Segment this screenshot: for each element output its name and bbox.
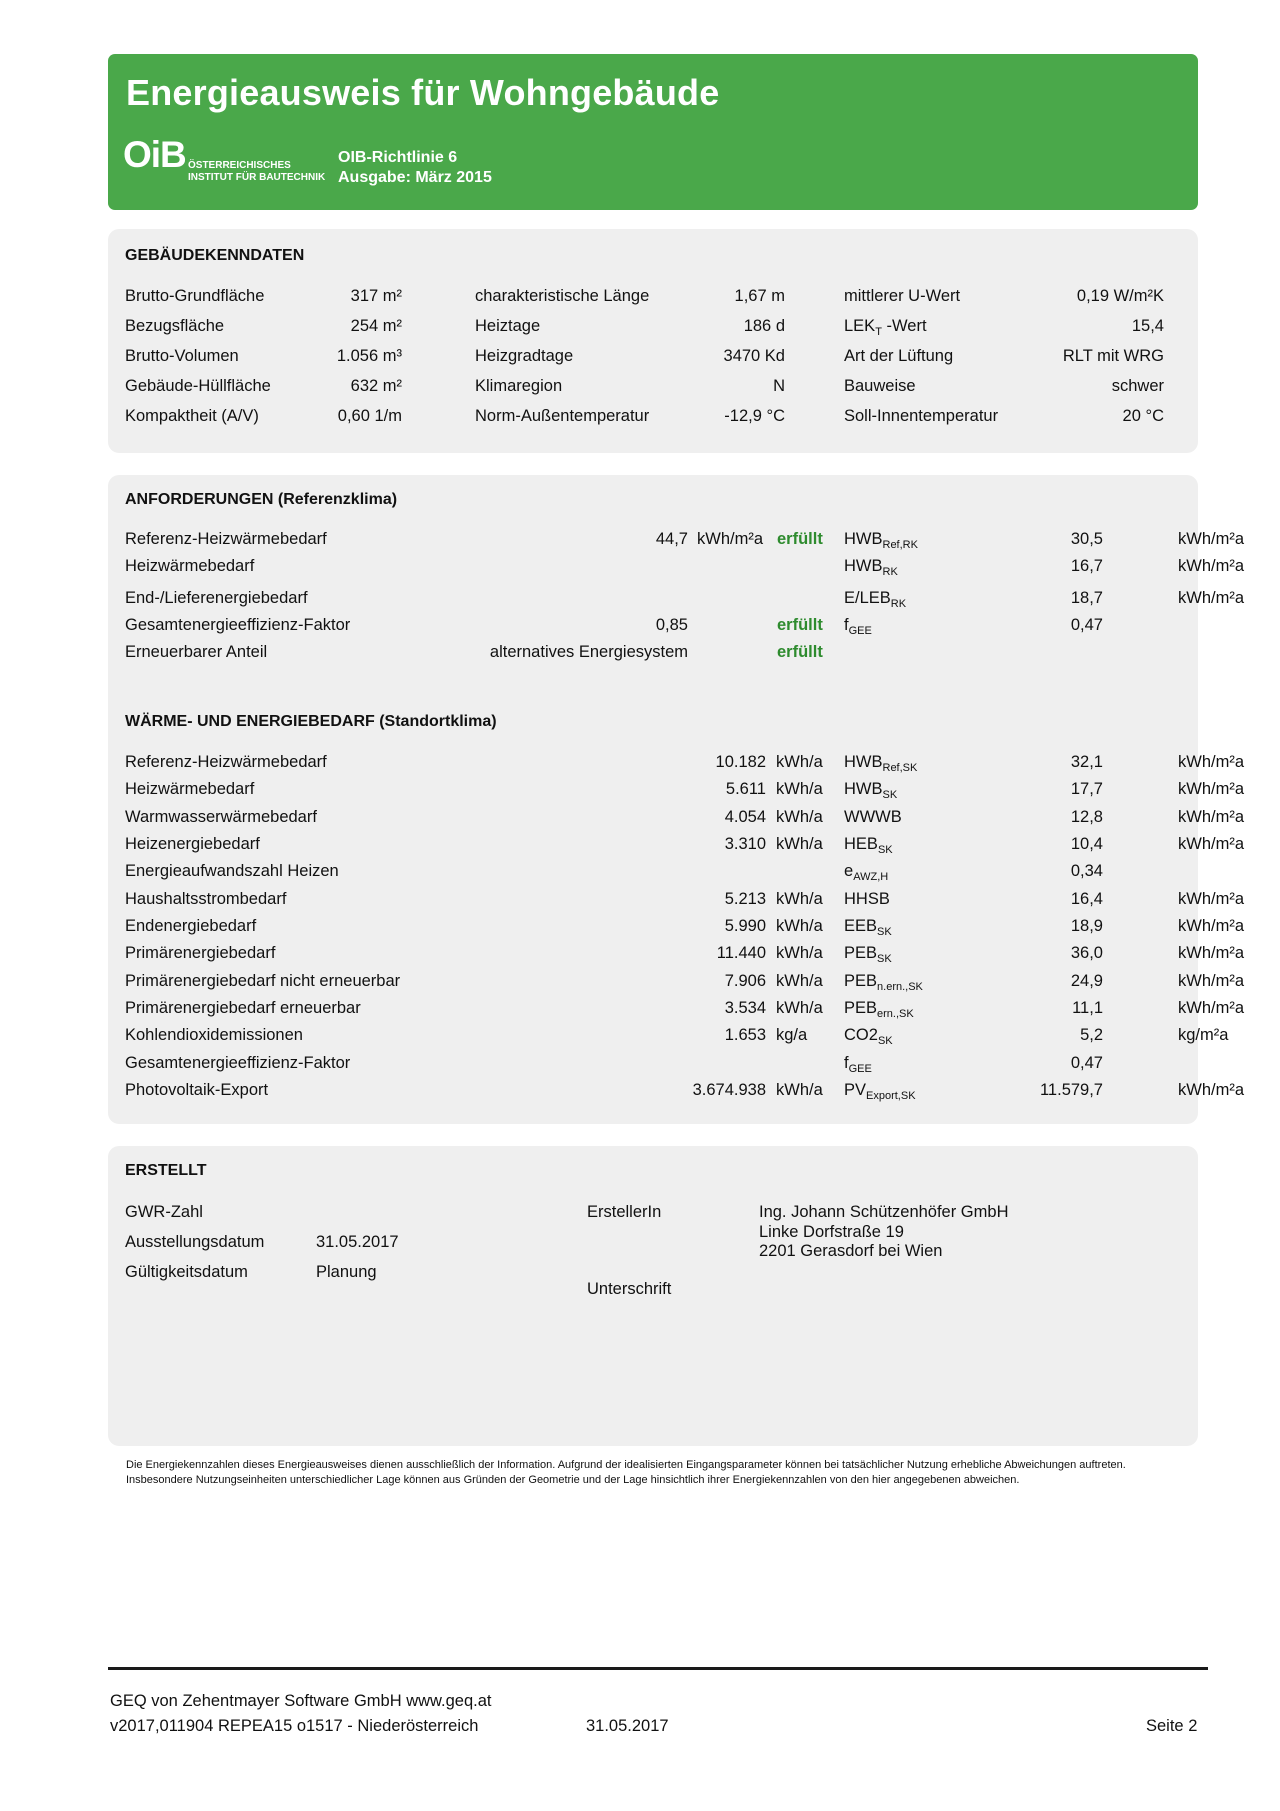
kennwert-symbol: e [844, 862, 854, 880]
kennwert-key [844, 1026, 893, 1047]
kenndaten-value: -12,9 °C [724, 407, 785, 425]
ersteller-line: Linke Dorfstraße 19 [759, 1222, 904, 1241]
footer-page-number: Seite 2 [1146, 1717, 1198, 1735]
bedarf-unit: kWh/a [776, 917, 823, 935]
kennwert-unit: kWh/m²a [1178, 1081, 1244, 1099]
kenndaten-label: Heizgradtage [475, 347, 574, 365]
bedarf-unit: kWh/a [776, 944, 823, 962]
richtlinie-info [338, 148, 492, 188]
footer-divider [108, 1667, 1208, 1670]
kenndaten-value: 20 °C [1122, 407, 1164, 425]
bedarf-label: Kohlendioxidemissionen [125, 1026, 303, 1044]
kennwert-subscript: Ref,RK [882, 539, 918, 551]
kenndaten-value: 3470 Kd [723, 347, 785, 365]
kennwert-key [844, 589, 906, 610]
kenndaten-label: Kompaktheit (A/V) [125, 407, 259, 425]
kennwert-subscript: Ref,SK [882, 762, 918, 774]
kennwert-value: 36,0 [1070, 944, 1103, 962]
kennwert-value: 17,7 [1070, 780, 1103, 798]
kenndaten-label [844, 377, 916, 396]
kennwert-symbol: PEB [844, 999, 878, 1017]
kenndaten-label: Bezugsfläche [125, 317, 225, 335]
kennwert-value: 16,7 [1070, 557, 1103, 575]
bedarf-value: 5.213 [724, 890, 766, 908]
bedarf-label: Gesamtenergieeffizienz-Faktor [125, 1054, 351, 1072]
bedarf-unit: kWh/a [776, 808, 823, 826]
kennwert-symbol: E/LEB [844, 589, 891, 607]
kennwert-subscript: GEE [848, 625, 872, 637]
kenndaten-value: RLT mit WRG [1062, 347, 1164, 365]
kenndaten-label [844, 407, 998, 426]
kennwert-unit: kWh/m²a [1178, 780, 1244, 798]
kennwert-unit: kg/m²a [1178, 1026, 1229, 1044]
kennwert-value: 11.579,7 [1039, 1081, 1103, 1099]
bedarf-label: Energieaufwandszahl Heizen [125, 862, 339, 880]
bedarf-value: 4.054 [724, 808, 766, 826]
bedarf-label: Warmwasserwärmebedarf [125, 808, 317, 826]
kennwert-unit: kWh/m²a [1178, 999, 1244, 1017]
section-title: WÄRME- UND ENERGIEBEDARF (Standortklima) [125, 713, 497, 730]
kenndaten-label: Brutto-Volumen [125, 347, 239, 365]
bedarf-unit: kWh/a [776, 972, 823, 990]
kennwert-key [844, 999, 914, 1020]
erstellt-panel [108, 1146, 1198, 1446]
label-subscript: T [875, 326, 882, 338]
label-text: Art der Lüftung [844, 347, 954, 365]
ersteller-label: ErstellerIn [587, 1203, 662, 1221]
kennwert-symbol: HWB [844, 557, 883, 575]
anforderung-label: Erneuerbarer Anteil [125, 643, 268, 661]
kenndaten-label: Heiztage [475, 317, 541, 335]
label-text: LEK [844, 317, 876, 335]
bedarf-label: Primärenergiebedarf [125, 944, 276, 962]
ausgabe-label: Ausgabe: März 2015 [338, 169, 492, 186]
kenndaten-label [844, 317, 927, 338]
status-erfuellt: erfüllt [777, 643, 823, 661]
kennwert-subscript: SK [877, 953, 892, 965]
bedarf-label: Photovoltaik-Export [125, 1081, 269, 1099]
kennwert-subscript: n.ern.,SK [877, 981, 923, 993]
kenndaten-value: 1,67 m [734, 287, 785, 305]
bedarf-label: Endenergiebedarf [125, 917, 257, 935]
kenndaten-value: 15,4 [1131, 317, 1164, 335]
kenndaten-value: 317 m² [350, 287, 402, 305]
kennwert-subscript: SK [877, 1035, 893, 1047]
kennwert-key [844, 1081, 916, 1102]
bedarf-label: Primärenergiebedarf erneuerbar [125, 999, 361, 1017]
bedarf-unit: kWh/a [776, 999, 823, 1017]
bedarf-label: Heizwärmebedarf [125, 780, 255, 798]
bedarf-value: 10.182 [715, 753, 766, 771]
kennwert-subscript: RK [882, 566, 898, 578]
section-title: ERSTELLT [125, 1162, 207, 1179]
kennwert-subscript: GEE [848, 1063, 872, 1075]
kennwert-key [844, 557, 898, 578]
kennwert-unit: kWh/m²a [1178, 972, 1244, 990]
bedarf-label: Haushaltsstrombedarf [125, 890, 287, 908]
logo-line-1: ÖSTERREICHISCHES [188, 160, 291, 171]
kennwert-key [844, 1054, 872, 1075]
kenndaten-label: Klimaregion [475, 377, 563, 395]
kenndaten-value: 1.056 m³ [336, 347, 402, 365]
bedarf-unit: kWh/a [776, 835, 823, 853]
kennwert-symbol: PEB [844, 944, 878, 962]
kennwert-subscript: RK [890, 598, 907, 610]
bedarf-label: Heizenergiebedarf [125, 835, 260, 853]
ausstellungsdatum-value: 31.05.2017 [316, 1233, 399, 1251]
anforderung-label: Heizwärmebedarf [125, 557, 255, 575]
bedarf-value: 5.611 [725, 780, 766, 798]
kennwert-symbol: f [844, 616, 849, 634]
kennwert-value: 0,47 [1070, 1054, 1103, 1072]
label-text: Bauweise [844, 377, 916, 395]
kennwert-key [844, 808, 902, 829]
kennwert-subscript: Export,SK [866, 1090, 916, 1102]
gueltigkeitsdatum-value: Planung [316, 1263, 377, 1281]
richtlinie-label: OIB-Richtlinie 6 [338, 149, 458, 166]
kennwert-unit: kWh/m²a [1178, 530, 1244, 548]
footer-date: 31.05.2017 [586, 1717, 669, 1735]
ersteller-line: 2201 Gerasdorf bei Wien [759, 1242, 943, 1260]
anforderungen-panel [108, 475, 1244, 1124]
kennwert-value: 0,47 [1070, 616, 1103, 634]
kenndaten-value: N [773, 377, 785, 395]
kennwert-unit: kWh/m²a [1178, 557, 1244, 575]
kenndaten-label: Brutto-Grundfläche [125, 287, 265, 305]
bedarf-value: 3.310 [724, 835, 766, 853]
kennwert-unit: kWh/m²a [1178, 589, 1244, 607]
bedarf-label: Referenz-Heizwärmebedarf [125, 753, 327, 771]
kennwert-key [844, 944, 892, 965]
kennwert-symbol: HWB [844, 753, 883, 771]
kennwert-value: 30,5 [1070, 530, 1103, 548]
kenndaten-label [844, 287, 960, 306]
oib-logo-icon: OiB [123, 134, 186, 175]
bedarf-value: 3.674.938 [692, 1081, 766, 1099]
unterschrift-label: Unterschrift [587, 1280, 672, 1298]
kennwert-symbol: HWB [844, 780, 883, 798]
anforderung-label: Gesamtenergieeffizienz-Faktor [125, 616, 351, 634]
kennwert-key [844, 780, 897, 801]
kennwert-symbol: PV [844, 1081, 867, 1099]
bedarf-unit: kg/a [776, 1026, 808, 1044]
header-banner [108, 54, 1198, 210]
kennwert-value: 12,8 [1070, 808, 1103, 826]
status-erfuellt: erfüllt [777, 616, 823, 634]
kennwert-symbol: HHSB [844, 890, 890, 908]
kennwert-key [844, 862, 888, 883]
status-erfuellt: erfüllt [777, 530, 823, 548]
kenndaten-value: 186 d [743, 317, 785, 335]
kennwert-key [844, 917, 892, 938]
bedarf-value: 3.534 [724, 999, 766, 1017]
bedarf-unit: kWh/a [776, 1081, 823, 1099]
kennwert-key [844, 835, 893, 856]
kennwert-key [844, 753, 917, 774]
kennwert-value: 24,9 [1070, 972, 1103, 990]
bedarf-unit: kWh/a [776, 890, 823, 908]
kennwert-value: 0,34 [1070, 862, 1103, 880]
kennwert-unit: kWh/m²a [1178, 944, 1244, 962]
kennwert-value: 10,4 [1070, 835, 1103, 853]
bedarf-label: Primärenergiebedarf nicht erneuerbar [125, 972, 401, 990]
ausstellungsdatum-label: Ausstellungsdatum [125, 1233, 265, 1251]
kennwert-symbol: HEB [844, 835, 878, 853]
document-title: Energieausweis für Wohngebäude [126, 72, 720, 113]
kennwert-unit: kWh/m²a [1178, 917, 1244, 935]
gwr-label: GWR-Zahl [125, 1203, 203, 1221]
bedarf-value: 5.990 [724, 917, 766, 935]
footer-software: GEQ von Zehentmayer Software GmbH www.geq.at [110, 1692, 492, 1710]
kennwert-subscript: SK [882, 789, 898, 801]
label-text: Soll-Innentemperatur [844, 407, 999, 425]
bedarf-value: 1.653 [724, 1026, 766, 1044]
ersteller-address [759, 1203, 1008, 1262]
kennwert-key [844, 530, 918, 551]
kennwert-key [844, 616, 872, 637]
anforderung-value: 44,7 [655, 530, 688, 548]
bedarf-value: 11.440 [716, 944, 766, 962]
kenndaten-label: charakteristische Länge [475, 287, 650, 305]
label-suffix: -Wert [881, 317, 927, 335]
kenndaten-value: 632 m² [350, 377, 402, 395]
ersteller-line: Ing. Johann Schützenhöfer GmbH [759, 1203, 1009, 1221]
anforderung-value: alternatives Energiesystem [489, 643, 688, 661]
anforderung-value: 0,85 [655, 616, 688, 634]
kenndaten-value: 0,19 W/m²K [1076, 287, 1164, 305]
kennwert-subscript: ern.,SK [877, 1008, 914, 1020]
gebaeudekenndaten-panel [108, 229, 1198, 453]
kennwert-value: 18,7 [1070, 589, 1103, 607]
bedarf-unit: kWh/a [776, 753, 823, 771]
kenndaten-value: schwer [1111, 377, 1164, 395]
kennwert-unit: kWh/m²a [1178, 808, 1244, 826]
bedarf-value: 7.906 [724, 972, 766, 990]
kennwert-unit: kWh/m²a [1178, 753, 1244, 771]
kenndaten-label: Norm-Außentemperatur [475, 407, 650, 425]
kennwert-symbol: CO2 [844, 1026, 878, 1044]
kenndaten-value: 254 m² [350, 317, 402, 335]
anforderung-label: End-/Lieferenergiebedarf [125, 589, 308, 607]
kennwert-value: 16,4 [1070, 890, 1103, 908]
kennwert-value: 18,9 [1070, 917, 1103, 935]
kennwert-unit: kWh/m²a [1178, 890, 1244, 908]
disclaimer-text: Die Energiekennzahlen dieses Energieausweises dienen ausschließlich der Information. Aufgrund der idealisierten Eingangsparameter können bei tatsächlicher Nutzung erhebliche Abweichungen auftreten. Insbesondere Nutzungseinheiten unterschiedlicher Lage können aus Gründen der Geometrie und der Lage hinsichtlich ihrer Energiekennzahlen von den hier angegebenen abweichen. [126, 1459, 1126, 1486]
kenndaten-value: 0,60 1/m [337, 407, 402, 425]
gueltigkeitsdatum-label: Gültigkeitsdatum [125, 1263, 248, 1281]
label-text: mittlerer U-Wert [844, 287, 961, 305]
kennwert-key [844, 890, 890, 911]
kennwert-value: 32,1 [1070, 753, 1103, 771]
section-title: ANFORDERUNGEN (Referenzklima) [125, 491, 398, 508]
logo-line-2: INSTITUT FÜR BAUTECHNIK [188, 172, 326, 183]
kennwert-symbol: PEB [844, 972, 878, 990]
kenndaten-label [844, 347, 953, 366]
kennwert-symbol: EEB [844, 917, 878, 935]
kenndaten-label: Gebäude-Hüllfläche [125, 377, 271, 395]
anforderung-unit: kWh/m²a [697, 530, 763, 548]
anforderung-label: Referenz-Heizwärmebedarf [125, 530, 327, 548]
kennwert-subscript: SK [877, 926, 892, 938]
bedarf-unit: kWh/a [776, 780, 823, 798]
kennwert-unit: kWh/m²a [1178, 835, 1244, 853]
oib-logo-text [188, 160, 325, 184]
kennwert-key [844, 972, 923, 993]
footer-version: v2017,011904 REPEA15 o1517 - Niederösterreich [110, 1717, 479, 1735]
kennwert-value: 11,1 [1072, 999, 1103, 1017]
kennwert-value: 5,2 [1080, 1026, 1103, 1044]
kennwert-symbol: HWB [844, 530, 883, 548]
kennwert-symbol: WWWB [844, 808, 902, 826]
kennwert-subscript: AWZ,H [853, 871, 889, 883]
kennwert-symbol: f [844, 1054, 849, 1072]
section-title: GEBÄUDEKENNDATEN [125, 247, 305, 264]
kennwert-subscript: SK [877, 844, 893, 856]
